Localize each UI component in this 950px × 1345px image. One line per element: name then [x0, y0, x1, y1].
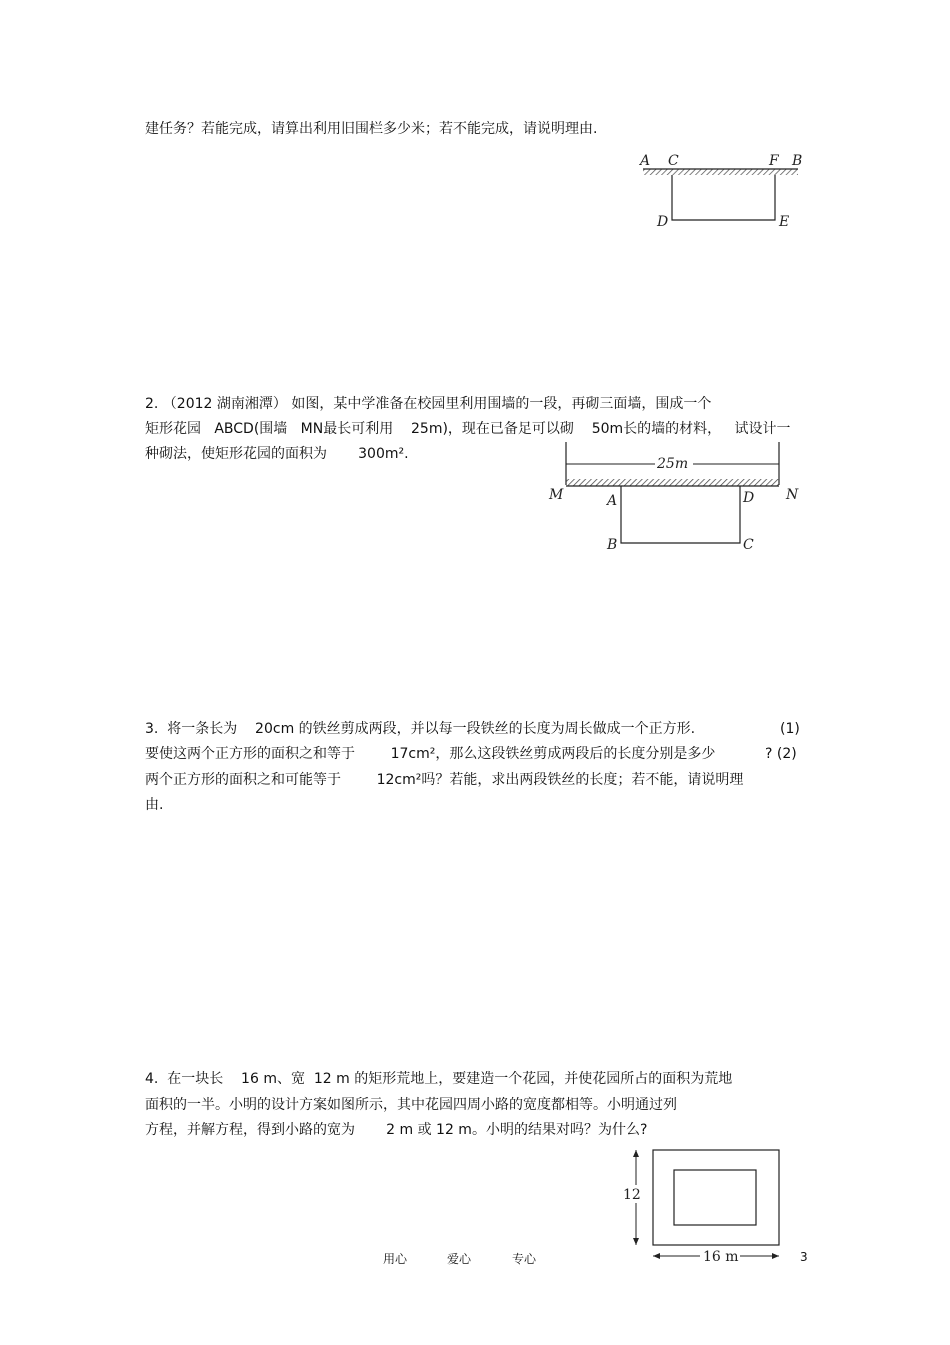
- problem3-line4: 由.: [145, 797, 164, 813]
- wasteland-rect: [653, 1150, 779, 1245]
- problem2-figure: [545, 440, 805, 555]
- problem3-line2-right: ? (2): [765, 746, 797, 762]
- label-N: N: [786, 487, 799, 503]
- label-A: A: [640, 153, 651, 169]
- width-label: 16 m: [703, 1249, 739, 1265]
- problem3-line1-right: (1): [780, 721, 800, 737]
- label-C: C: [668, 153, 679, 169]
- wall-length-label: 25m: [657, 456, 689, 472]
- height-arrow-top: [633, 1150, 639, 1157]
- label-D: D: [743, 490, 755, 506]
- problem4-line3: 方程，并解方程，得到小路的宽为 2 m 或 12 m。小明的结果对吗？为什么?: [145, 1122, 648, 1138]
- label-E: E: [779, 214, 790, 230]
- label-A: A: [607, 493, 618, 509]
- height-arrow-bottom: [633, 1238, 639, 1245]
- problem3-line2: 要使这两个正方形的面积之和等于 17cm²，那么这段铁丝剪成两段后的长度分别是多少: [145, 746, 716, 762]
- garden-rect: [674, 1170, 756, 1225]
- label-M: M: [549, 487, 564, 503]
- problem3-line3: 两个正方形的面积之和可能等于 12cm²吗？若能，求出两段铁丝的长度；若不能，请说明理: [145, 772, 744, 788]
- problem1-line1: 建任务？若能完成，请算出利用旧围栏多少米；若不能完成，请说明理由.: [145, 121, 598, 137]
- problem4-figure: [620, 1145, 790, 1270]
- wall-hatch: [643, 169, 798, 175]
- label-D: D: [657, 214, 669, 230]
- footer-motto-2: 爱心: [447, 1252, 472, 1266]
- label-C: C: [743, 537, 754, 553]
- footer-motto-3: 专心: [512, 1252, 537, 1266]
- width-arrow-right: [772, 1253, 779, 1259]
- problem2-line2: 矩形花园 ABCD(围墙 MN最长可利用 25m)，现在已备足可以砌 50m长的墙的材料， 试设计一: [145, 421, 791, 437]
- height-label: 12: [623, 1187, 641, 1203]
- page-number: 3: [800, 1250, 808, 1264]
- label-B: B: [607, 537, 618, 553]
- problem2-line1: 2. （2012 湖南湘潭） 如图，某中学准备在校园里利用围墙的一段，再砌三面墙，围成一个: [145, 396, 712, 412]
- width-arrow-left: [653, 1253, 660, 1259]
- problem4-line1: 4. 在一块长 16 m、宽 12 m 的矩形荒地上，要建造一个花园，并使花园所占的面积为荒地: [145, 1071, 733, 1087]
- problem1-figure: [635, 150, 805, 230]
- label-B: B: [792, 153, 803, 169]
- garden-rect: [621, 486, 740, 543]
- fence-rect: [672, 175, 775, 220]
- footer-motto-1: 用心: [383, 1252, 408, 1266]
- problem2-line3: 种砌法，使矩形花园的面积为 300m².: [145, 446, 409, 462]
- label-F: F: [769, 153, 779, 169]
- problem3-line1: 3. 将一条长为 20cm 的铁丝剪成两段，并以每一段铁丝的长度为周长做成一个正方形.: [145, 721, 696, 737]
- wall-hatch: [566, 479, 779, 486]
- problem4-line2: 面积的一半。小明的设计方案如图所示，其中花园四周小路的宽度都相等。小明通过列: [145, 1097, 677, 1113]
